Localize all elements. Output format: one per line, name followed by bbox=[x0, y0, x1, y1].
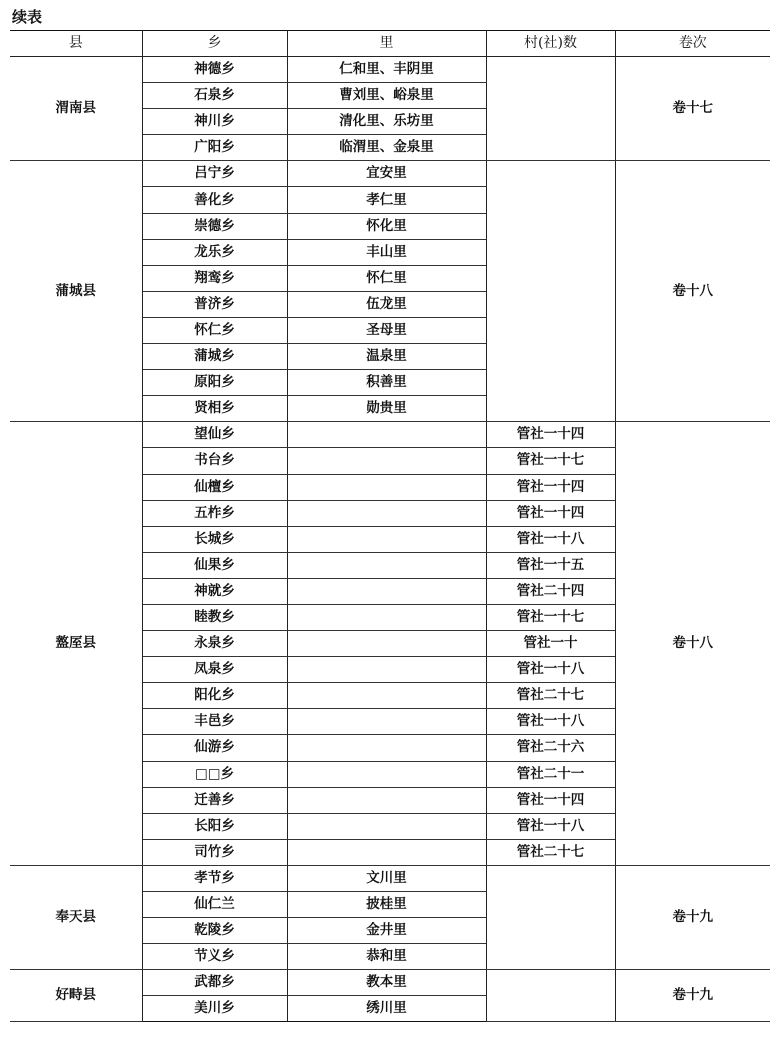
li-cell bbox=[287, 813, 486, 839]
xiang-cell: 神就乡 bbox=[142, 578, 287, 604]
xiang-cell: 普济乡 bbox=[142, 291, 287, 317]
table-caption: 续表 bbox=[12, 8, 43, 26]
county-cell: 盩厔县 bbox=[10, 422, 142, 866]
xiang-cell: 阳化乡 bbox=[142, 683, 287, 709]
county-cell: 渭南县 bbox=[10, 57, 142, 161]
header-county: 县 bbox=[10, 31, 142, 57]
cun-cell bbox=[486, 865, 615, 969]
li-cell: 温泉里 bbox=[287, 344, 486, 370]
header-li: 里 bbox=[287, 31, 486, 57]
cun-cell: 管社一十四 bbox=[486, 474, 615, 500]
cun-cell: 管社一十八 bbox=[486, 657, 615, 683]
xiang-cell: 迁善乡 bbox=[142, 787, 287, 813]
xiang-cell: 怀仁乡 bbox=[142, 317, 287, 343]
cun-cell: 管社一十七 bbox=[486, 604, 615, 630]
xiang-cell: 五柞乡 bbox=[142, 500, 287, 526]
li-cell: 圣母里 bbox=[287, 317, 486, 343]
xiang-cell: 仙游乡 bbox=[142, 735, 287, 761]
xiang-cell: 龙乐乡 bbox=[142, 239, 287, 265]
cun-cell: 管社一十八 bbox=[486, 709, 615, 735]
li-cell: 曹刘里、峪泉里 bbox=[287, 83, 486, 109]
li-cell: 文川里 bbox=[287, 865, 486, 891]
xiang-cell: 睦教乡 bbox=[142, 604, 287, 630]
xiang-cell: 蒲城乡 bbox=[142, 344, 287, 370]
li-cell bbox=[287, 787, 486, 813]
li-cell: 披桂里 bbox=[287, 892, 486, 918]
xiang-cell: 美川乡 bbox=[142, 996, 287, 1022]
cun-cell: 管社一十五 bbox=[486, 552, 615, 578]
xiang-cell: 武都乡 bbox=[142, 970, 287, 996]
header-row bbox=[10, 31, 770, 57]
table-row bbox=[10, 970, 770, 996]
xiang-cell: 司竹乡 bbox=[142, 839, 287, 865]
juan-cell: 卷十八 bbox=[615, 161, 770, 422]
li-cell bbox=[287, 709, 486, 735]
li-cell: 孝仁里 bbox=[287, 187, 486, 213]
li-cell: 怀化里 bbox=[287, 213, 486, 239]
li-cell: 伍龙里 bbox=[287, 291, 486, 317]
cun-cell: 管社一十四 bbox=[486, 787, 615, 813]
li-cell bbox=[287, 839, 486, 865]
li-cell bbox=[287, 683, 486, 709]
li-cell bbox=[287, 500, 486, 526]
header-cun: 村(社)数 bbox=[486, 31, 615, 57]
li-cell bbox=[287, 578, 486, 604]
li-cell bbox=[287, 631, 486, 657]
li-cell bbox=[287, 448, 486, 474]
li-cell bbox=[287, 474, 486, 500]
table-row bbox=[10, 865, 770, 891]
county-cell: 奉天县 bbox=[10, 865, 142, 969]
xiang-cell: 凤泉乡 bbox=[142, 657, 287, 683]
xiang-cell: 乾陵乡 bbox=[142, 918, 287, 944]
xiang-cell: 孝节乡 bbox=[142, 865, 287, 891]
li-cell: 宜安里 bbox=[287, 161, 486, 187]
li-cell: 绣川里 bbox=[287, 996, 486, 1022]
cun-cell: 管社一十八 bbox=[486, 526, 615, 552]
header-juan: 卷次 bbox=[615, 31, 770, 57]
county-table bbox=[10, 30, 770, 1022]
xiang-cell: 长城乡 bbox=[142, 526, 287, 552]
xiang-cell: 丰邑乡 bbox=[142, 709, 287, 735]
li-cell: 恭和里 bbox=[287, 944, 486, 970]
li-cell bbox=[287, 657, 486, 683]
li-cell bbox=[287, 422, 486, 448]
cun-cell: 管社二十六 bbox=[486, 735, 615, 761]
li-cell: 临渭里、金泉里 bbox=[287, 135, 486, 161]
li-cell: 教本里 bbox=[287, 970, 486, 996]
li-cell bbox=[287, 526, 486, 552]
cun-cell: 管社一十四 bbox=[486, 500, 615, 526]
table-body bbox=[10, 57, 770, 1022]
cun-cell: 管社一十七 bbox=[486, 448, 615, 474]
juan-cell: 卷十九 bbox=[615, 865, 770, 969]
cun-cell: 管社一十八 bbox=[486, 813, 615, 839]
cun-cell: 管社二十七 bbox=[486, 839, 615, 865]
xiang-cell: 书台乡 bbox=[142, 448, 287, 474]
xiang-cell: 善化乡 bbox=[142, 187, 287, 213]
cun-cell: 管社二十一 bbox=[486, 761, 615, 787]
xiang-cell: 吕宁乡 bbox=[142, 161, 287, 187]
juan-cell: 卷十九 bbox=[615, 970, 770, 1022]
li-cell: 仁和里、丰阴里 bbox=[287, 57, 486, 83]
cun-cell: 管社二十七 bbox=[486, 683, 615, 709]
xiang-cell: 节义乡 bbox=[142, 944, 287, 970]
xiang-cell: 原阳乡 bbox=[142, 370, 287, 396]
juan-cell: 卷十八 bbox=[615, 422, 770, 866]
li-cell: 丰山里 bbox=[287, 239, 486, 265]
xiang-cell: 石泉乡 bbox=[142, 83, 287, 109]
li-cell bbox=[287, 604, 486, 630]
xiang-cell: 神川乡 bbox=[142, 109, 287, 135]
xiang-cell: 神德乡 bbox=[142, 57, 287, 83]
cun-cell: 管社二十四 bbox=[486, 578, 615, 604]
xiang-cell: 长阳乡 bbox=[142, 813, 287, 839]
xiang-cell: 仙果乡 bbox=[142, 552, 287, 578]
cun-cell: 管社一十 bbox=[486, 631, 615, 657]
li-cell bbox=[287, 761, 486, 787]
xiang-cell: 仙仁兰 bbox=[142, 892, 287, 918]
li-cell bbox=[287, 552, 486, 578]
xiang-cell: 仙檀乡 bbox=[142, 474, 287, 500]
table-row bbox=[10, 161, 770, 187]
cun-cell bbox=[486, 161, 615, 422]
li-cell bbox=[287, 735, 486, 761]
cun-cell bbox=[486, 57, 615, 161]
li-cell: 勋贵里 bbox=[287, 396, 486, 422]
li-cell: 清化里、乐坊里 bbox=[287, 109, 486, 135]
table-row bbox=[10, 422, 770, 448]
xiang-cell: □□乡 bbox=[142, 761, 287, 787]
xiang-cell: 贤相乡 bbox=[142, 396, 287, 422]
li-cell: 怀仁里 bbox=[287, 265, 486, 291]
xiang-cell: 望仙乡 bbox=[142, 422, 287, 448]
xiang-cell: 永泉乡 bbox=[142, 631, 287, 657]
li-cell: 积善里 bbox=[287, 370, 486, 396]
juan-cell: 卷十七 bbox=[615, 57, 770, 161]
county-cell: 好畤县 bbox=[10, 970, 142, 1022]
county-cell: 蒲城县 bbox=[10, 161, 142, 422]
cun-cell: 管社一十四 bbox=[486, 422, 615, 448]
xiang-cell: 翔鸾乡 bbox=[142, 265, 287, 291]
xiang-cell: 崇德乡 bbox=[142, 213, 287, 239]
header-xiang: 乡 bbox=[142, 31, 287, 57]
xiang-cell: 广阳乡 bbox=[142, 135, 287, 161]
table-row bbox=[10, 57, 770, 83]
li-cell: 金井里 bbox=[287, 918, 486, 944]
cun-cell bbox=[486, 970, 615, 1022]
